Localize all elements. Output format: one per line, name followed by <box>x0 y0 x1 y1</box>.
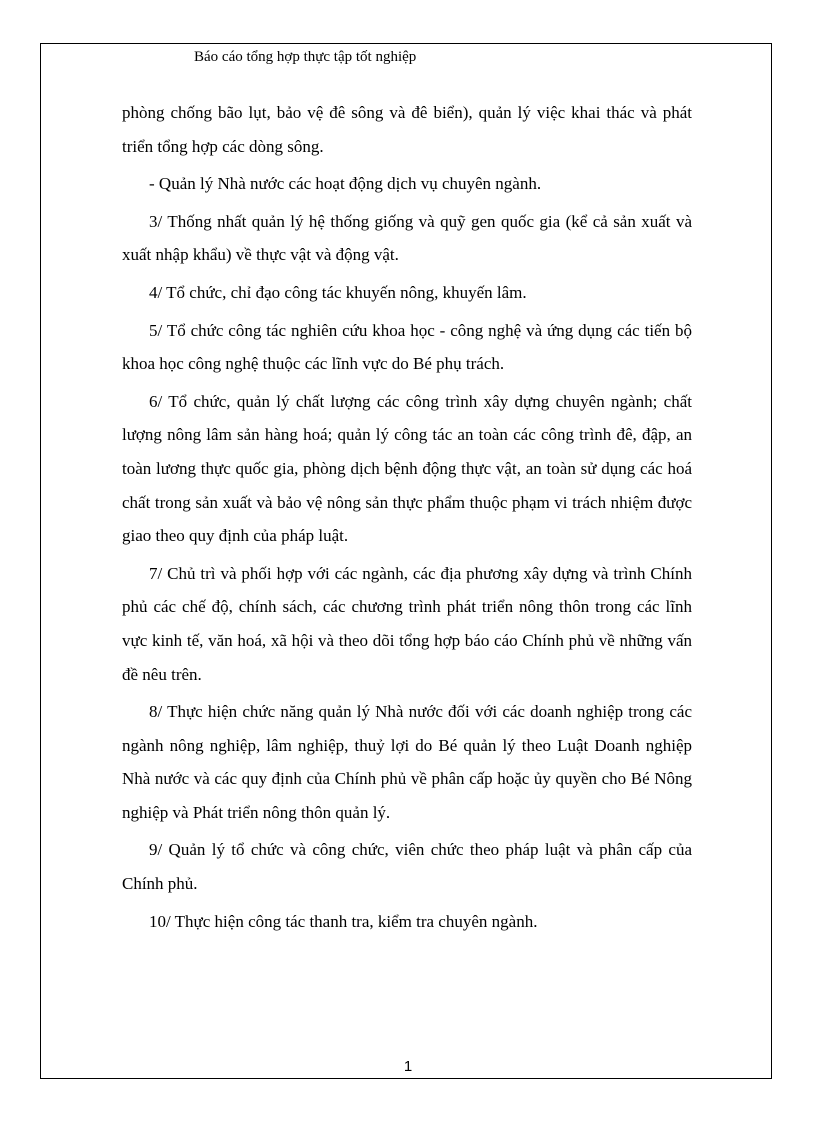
paragraph: 7/ Chủ trì và phối hợp với các ngành, các địa phương xây dựng và trình Chính phủ các chế độ, chính sách, các chương trình phát triển nông thôn trong các lĩnh vực kinh tế, văn hoá, xã hội và theo dõi tổng hợp báo cáo Chính phủ về những vấn đề nêu trên. <box>122 563 692 684</box>
paragraph: 8/ Thực hiện chức năng quản lý Nhà nước đối với các doanh nghiệp trong các ngành nông nghiệp, lâm nghiệp, thuỷ lợi do Bé quản lý theo Luật Doanh nghiệp Nhà nước và các quy định của Chính phủ về phân cấp hoặc ủy quyền cho Bé Nông nghiệp và Phát triển nông thôn quản lý. <box>122 702 692 822</box>
paragraph: 4/ Tổ chức, chỉ đạo công tác khuyến nông, khuyến lâm. <box>149 282 527 302</box>
paragraph: - Quản lý Nhà nước các hoạt động dịch vụ chuyên ngành. <box>149 174 542 194</box>
paragraph: 3/ Thống nhất quản lý hệ thống giống và quỹ gen quốc gia (kể cả sản xuất và xuất nhập khẩu) về thực vật và động vật. <box>122 211 692 265</box>
page-number: 1 <box>403 1058 413 1075</box>
page-header: Báo cáo tổng hợp thực tập tốt nghiệp <box>194 49 417 65</box>
paragraph: 5/ Tổ chức công tác nghiên cứu khoa học - công nghệ và ứng dụng các tiến bộ khoa học công nghệ thuộc các lĩnh vực do Bé phụ trách. <box>122 320 692 374</box>
paragraph: 9/ Quản lý tổ chức và công chức, viên chức theo pháp luật và phân cấp của Chính phủ. <box>122 840 692 894</box>
paragraph: 10/ Thực hiện công tác thanh tra, kiểm tra chuyên ngành. <box>149 911 538 931</box>
paragraph: phòng chống bão lụt, bảo vệ đê sông và đê biển), quản lý việc khai thác và phát triển tổng hợp các dòng sông. <box>122 103 692 156</box>
paragraph: 6/ Tổ chức, quản lý chất lượng các công trình xây dựng chuyên ngành; chất lượng nông lâm sản hàng hoá; quản lý công tác an toàn các công trình đê, đập, an toàn lương thực quốc gia, phòng dịch bệnh động thực vật, an toàn sử dụng các hoá chất trong sản xuất và bảo vệ nông sản thực phẩm thuộc phạm vi trách nhiệm được giao theo quy định của pháp luật. <box>122 391 692 546</box>
document-body <box>122 96 692 942</box>
